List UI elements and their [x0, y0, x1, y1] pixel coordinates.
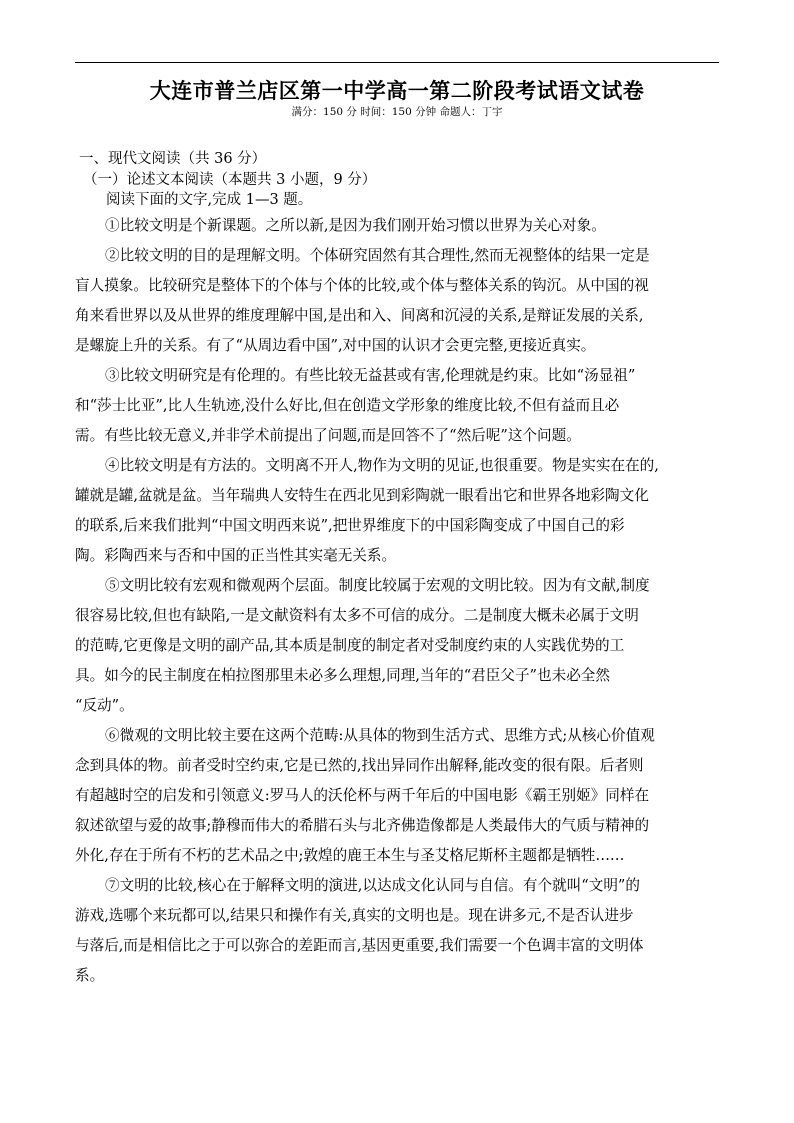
paragraph-6-line-1: ⑥微观的文明比较主要在这两个范畴:从具体的物到生活方式、思维方式;从核心价值观	[105, 727, 655, 744]
paragraph-5-line-4: 具。如今的民主制度在柏拉图那里未必多么理想,同理,当年的“君臣父子”也未必全然	[75, 667, 610, 684]
paragraph-1-line-1: ①比较文明是个新课题。之所以新,是因为我们刚开始习惯以世界为关心对象。	[105, 217, 606, 234]
paragraph-3-line-3: 需。有些比较无意义,并非学术前提出了问题,而是回答不了“然后呢”这个问题。	[75, 427, 581, 444]
paragraph-3-line-1: ③比较文明研究是有伦理的。有些比较无益甚或有害,伦理就是约束。比如“汤显祖”	[105, 367, 636, 384]
section-heading: 一、现代文阅读（共 36 分）	[79, 151, 267, 167]
paragraph-5-line-2: 很容易比较,但也有缺陷,一是文献资料有太多不可信的成分。二是制度大概未必属于文明	[75, 607, 639, 624]
paragraph-4-line-1: ④比较文明是有方法的。文明离不开人,物作为文明的见证,也很重要。物是实实在在的,	[105, 457, 659, 474]
paragraph-2-line-1: ②比较文明的目的是理解文明。个体研究固然有其合理性,然而无视整体的结果一定是	[105, 247, 650, 264]
subsection-heading: （一）论述文本阅读（本题共 3 小题，9 分）	[83, 172, 377, 188]
paragraph-7-line-1: ⑦文明的比较,核心在于解释文明的演进,以达成文化认同与自信。有个就叫“文明”的	[105, 877, 640, 894]
paragraph-6-line-3: 有超越时空的启发和引领意义:罗马人的沃伦杯与两千年后的中国电影《霸王别姬》同样在	[75, 787, 650, 804]
exam-title: 大连市普兰店区第一中学高一第二阶段考试语文试卷	[149, 79, 645, 103]
paragraph-5-line-3: 的范畴,它更像是文明的副产品,其本质是制度的制定者对受制度约束的人实践优势的工	[75, 637, 625, 654]
paragraph-7-line-2: 游戏,选哪个来玩都可以,结果只和操作有关,真实的文明也是。现在讲多元,不是否认进步	[75, 907, 634, 924]
paragraph-6-line-4: 叙述欲望与爱的故事;静穆而伟大的希腊石头与北齐佛造像都是人类最伟大的气质与精神的	[75, 817, 650, 834]
exam-subtitle: 满分：150 分 时间：150 分钟 命题人：丁宇	[291, 106, 503, 118]
paragraph-4-line-2: 罐就是罐,盆就是盆。当年瑞典人安特生在西北见到彩陶就一眼看出它和世界各地彩陶文化	[75, 487, 649, 504]
paragraph-2-line-4: 是螺旋上升的关系。有了“从周边看中国”,对中国的认识才会更完整,更接近真实。	[75, 337, 596, 354]
paragraph-5-line-1: ⑤文明比较有宏观和微观两个层面。制度比较属于宏观的文明比较。因为有文献,制度	[105, 577, 650, 594]
paragraph-2-line-3: 角来看世界以及从世界的维度理解中国,是出和入、间离和沉浸的关系,是辩证发展的关系,	[75, 307, 644, 324]
paragraph-4-line-3: 的联系,后来我们批判“中国文明西来说”,把世界维度下的中国彩陶变成了中国自己的彩	[75, 517, 625, 534]
reading-passage	[75, 211, 715, 991]
paragraph-3-line-2: 和“莎士比亚”,比人生轨迹,没什么好比,但在创造文学形象的维度比较,不但有益而且必	[75, 397, 620, 414]
paragraph-6-line-2: 念到具体的物。前者受时空约束,它是已然的,找出异同作出解释,能改变的很有限。后者则	[75, 757, 644, 774]
paragraph-4-line-4: 陶。彩陶西来与否和中国的正当性其实毫无关系。	[75, 547, 397, 564]
paragraph-2-line-2: 盲人摸象。比较研究是整体下的个体与个体的比较,或个体与整体关系的钩沉。从中国的视	[75, 277, 649, 294]
header-rule	[75, 62, 719, 63]
reading-instruction: 阅读下面的文字,完成 1—3 题。	[106, 192, 313, 208]
paragraph-5-line-5: “反动”。	[75, 697, 134, 714]
paragraph-6-line-5: 外化,存在于所有不朽的艺术品之中;敦煌的鹿王本生与圣艾格尼斯杯主题都是牺牲……	[75, 847, 625, 864]
paragraph-7-line-4: 系。	[75, 967, 105, 984]
paragraph-7-line-3: 与落后,而是相信比之于可以弥合的差距而言,基因更重要,我们需要一个色调丰富的文明体	[75, 937, 644, 954]
